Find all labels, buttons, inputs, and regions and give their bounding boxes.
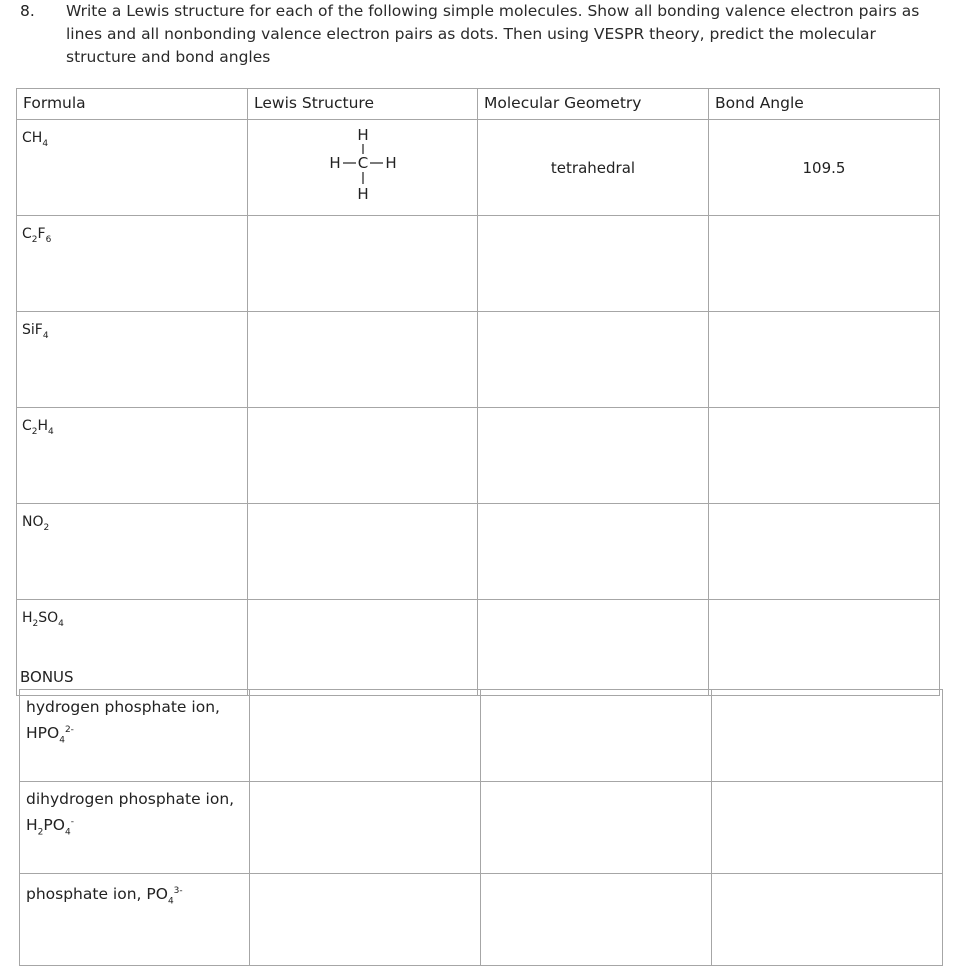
formula-cell: $H_2SO_4$ <box>17 600 248 696</box>
question-number: 8. <box>20 2 35 20</box>
geometry-cell[interactable] <box>478 504 709 600</box>
lewis-atom-top-h: H <box>357 126 369 144</box>
bond-angle-cell[interactable] <box>709 504 940 600</box>
ch4-lewis-structure <box>248 120 478 205</box>
bonus-label: BONUS <box>20 668 74 686</box>
formula-cell: $C_2H_4$ <box>17 408 248 504</box>
lewis-structure-cell[interactable] <box>248 504 478 600</box>
geometry-cell[interactable] <box>478 408 709 504</box>
bonus-formula-cell: hydrogen phosphate ion, $HPO_4^{2-}$ <box>20 690 250 782</box>
geometry-cell[interactable] <box>478 312 709 408</box>
header-molecular-geometry: Molecular Geometry <box>478 89 709 120</box>
bond-angle-cell[interactable] <box>709 216 940 312</box>
lewis-structure-cell[interactable] <box>248 312 478 408</box>
geometry-cell[interactable] <box>481 782 712 874</box>
table-row-no2 <box>17 504 940 600</box>
geometry-cell[interactable] <box>478 600 709 696</box>
lewis-atom-right-h: H <box>385 154 397 172</box>
bonus-formula-cell: phosphate ion, $PO_4^{3-}$ <box>20 874 250 966</box>
header-formula: Formula <box>17 89 248 120</box>
geometry-cell[interactable] <box>481 874 712 966</box>
table-row-c2f6 <box>17 216 940 312</box>
bonus-formula-cell: dihydrogen phosphate ion, $H_2PO_4^-$ <box>20 782 250 874</box>
formula-cell: $CH_4$ <box>17 120 248 216</box>
header-lewis-structure: Lewis Structure <box>248 89 478 120</box>
bond-angle-cell[interactable] <box>709 312 940 408</box>
lewis-structure-cell[interactable] <box>248 408 478 504</box>
geometry-cell[interactable] <box>481 690 712 782</box>
molecule-table <box>16 88 940 696</box>
lewis-structure-cell[interactable] <box>248 216 478 312</box>
table-row-c2h4 <box>17 408 940 504</box>
table-row-ch4 <box>17 120 940 216</box>
bond-angle-cell[interactable] <box>709 600 940 696</box>
lewis-structure-cell[interactable] <box>250 782 481 874</box>
lewis-structure-cell[interactable] <box>250 874 481 966</box>
lewis-atom-left-h: H <box>329 154 341 172</box>
lewis-structure-cell <box>248 120 478 216</box>
bond-angle-cell[interactable] <box>712 690 943 782</box>
geometry-cell: tetrahedral <box>478 120 709 216</box>
bond-angle-cell[interactable] <box>709 408 940 504</box>
bonus-table <box>19 689 943 966</box>
bond-angle-cell[interactable] <box>712 782 943 874</box>
lewis-structure-cell[interactable] <box>250 690 481 782</box>
question-text: Write a Lewis structure for each of the following simple molecules. Show all bonding valence electron pairs as lines and all nonbonding valence electron pairs as dots. Then using VESPR theory, predict the molecular structure and bond angles <box>66 2 920 66</box>
table-row-h2so4 <box>17 600 940 696</box>
formula-cell: $NO_2$ <box>17 504 248 600</box>
bonus-row-h2po4 <box>20 782 943 874</box>
table-header-row <box>17 89 940 120</box>
bond-angle-cell[interactable] <box>712 874 943 966</box>
geometry-cell[interactable] <box>478 216 709 312</box>
header-bond-angle: Bond Angle <box>709 89 940 120</box>
lewis-atom-center-c: C <box>357 154 369 172</box>
table-row-sif4 <box>17 312 940 408</box>
lewis-atom-bottom-h: H <box>357 185 369 203</box>
formula-cell: $C_2F_6$ <box>17 216 248 312</box>
bond-angle-cell: 109.5 <box>709 120 940 216</box>
bonus-row-hpo4 <box>20 690 943 782</box>
formula-cell: SiF$_4$ <box>17 312 248 408</box>
lewis-structure-cell[interactable] <box>248 600 478 696</box>
bonus-row-po4 <box>20 874 943 966</box>
